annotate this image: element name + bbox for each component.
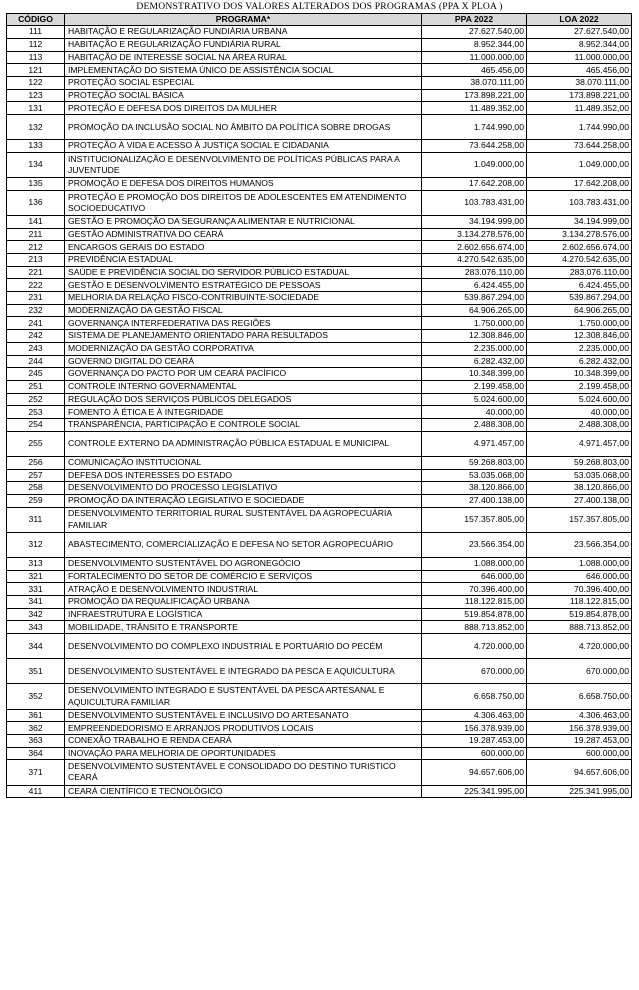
program-cell: MODERNIZAÇÃO DA GESTÃO CORPORATIVA xyxy=(65,342,422,355)
code-cell: 213 xyxy=(7,254,65,267)
loa-cell: 11.489.352,00 xyxy=(527,102,632,115)
table-row xyxy=(7,38,632,51)
code-cell: 363 xyxy=(7,735,65,748)
loa-cell: 118.122.815,00 xyxy=(527,596,632,609)
code-cell: 255 xyxy=(7,431,65,456)
loa-cell: 519.854.878,00 xyxy=(527,608,632,621)
table-row xyxy=(7,241,632,254)
ppa-cell: 4.971.457,00 xyxy=(422,431,527,456)
table-row xyxy=(7,431,632,456)
program-cell: DESENVOLVIMENTO SUSTENTÁVEL E INCLUSIVO DO ARTESANATO xyxy=(65,709,422,722)
ppa-cell: 1.744.990,00 xyxy=(422,115,527,140)
ppa-cell: 8.952.344,00 xyxy=(422,38,527,51)
code-cell: 342 xyxy=(7,608,65,621)
ppa-cell: 600.000,00 xyxy=(422,747,527,760)
table-row xyxy=(7,456,632,469)
loa-cell: 5.024.600,00 xyxy=(527,393,632,406)
program-cell: ENCARGOS GERAIS DO ESTADO xyxy=(65,241,422,254)
loa-cell: 4.270.542.635,00 xyxy=(527,254,632,267)
program-cell: DESENVOLVIMENTO TERRITORIAL RURAL SUSTENTÁVEL DA AGROPECUÁRIA FAMILIAR xyxy=(65,507,422,532)
table-row xyxy=(7,406,632,419)
loa-cell: 1.088.000,00 xyxy=(527,557,632,570)
program-cell: PROTEÇÃO À VIDA E ACESSO À JUSTIÇA SOCIAL E CIDADANIA xyxy=(65,140,422,153)
loa-cell: 646.000,00 xyxy=(527,570,632,583)
ppa-cell: 225.341.995,00 xyxy=(422,785,527,798)
table-row xyxy=(7,684,632,709)
ppa-cell: 4.306.463,00 xyxy=(422,709,527,722)
program-cell: PROMOÇÃO E DEFESA DOS DIREITOS HUMANOS xyxy=(65,178,422,191)
loa-cell: 8.952.344,00 xyxy=(527,38,632,51)
ppa-cell: 5.024.600,00 xyxy=(422,393,527,406)
table-row xyxy=(7,355,632,368)
code-cell: 352 xyxy=(7,684,65,709)
loa-cell: 19.287.453,00 xyxy=(527,735,632,748)
table-row xyxy=(7,368,632,381)
ppa-cell: 646.000,00 xyxy=(422,570,527,583)
code-cell: 254 xyxy=(7,418,65,431)
ppa-cell: 40.000,00 xyxy=(422,406,527,419)
loa-cell: 94.657.606,00 xyxy=(527,760,632,785)
code-cell: 312 xyxy=(7,532,65,557)
table-row xyxy=(7,532,632,557)
program-cell: DESENVOLVIMENTO INTEGRADO E SUSTENTÁVEL DA PESCA ARTESANAL E AQUICULTURA FAMILIAR xyxy=(65,684,422,709)
code-cell: 221 xyxy=(7,266,65,279)
loa-cell: 38.070.111,00 xyxy=(527,76,632,89)
program-cell: GESTÃO ADMINISTRATIVA DO CEARÁ xyxy=(65,228,422,241)
loa-cell: 27.627.540,00 xyxy=(527,26,632,39)
ppa-cell: 4.720.000,00 xyxy=(422,634,527,659)
loa-cell: 3.134.278.576,00 xyxy=(527,228,632,241)
loa-cell: 4.971.457,00 xyxy=(527,431,632,456)
loa-cell: 2.602.656.674,00 xyxy=(527,241,632,254)
loa-cell: 34.194.999,00 xyxy=(527,215,632,228)
ppa-cell: 103.783.431,00 xyxy=(422,190,527,215)
table-row xyxy=(7,228,632,241)
table-row xyxy=(7,747,632,760)
code-cell: 344 xyxy=(7,634,65,659)
code-cell: 251 xyxy=(7,380,65,393)
program-cell: INOVAÇÃO PARA MELHORIA DE OPORTUNIDADES xyxy=(65,747,422,760)
ppa-cell: 118.122.815,00 xyxy=(422,596,527,609)
table-row xyxy=(7,722,632,735)
loa-cell: 1.744.990,00 xyxy=(527,115,632,140)
table-row xyxy=(7,330,632,343)
ppa-cell: 670.000,00 xyxy=(422,659,527,684)
code-cell: 132 xyxy=(7,115,65,140)
ppa-cell: 17.642.208,00 xyxy=(422,178,527,191)
program-cell: GOVERNANÇA DO PACTO POR UM CEARÁ PACÍFICO xyxy=(65,368,422,381)
code-cell: 258 xyxy=(7,482,65,495)
program-cell: INFRAESTRUTURA E LOGÍSTICA xyxy=(65,608,422,621)
code-cell: 351 xyxy=(7,659,65,684)
ppa-cell: 1.088.000,00 xyxy=(422,557,527,570)
loa-cell: 600.000,00 xyxy=(527,747,632,760)
program-cell: TRANSPARÊNCIA, PARTICIPAÇÃO E CONTROLE SOCIAL xyxy=(65,418,422,431)
loa-cell: 539.867.294,00 xyxy=(527,292,632,305)
table-row xyxy=(7,115,632,140)
ppa-cell: 6.282.432,00 xyxy=(422,355,527,368)
ppa-cell: 173.898.221,00 xyxy=(422,89,527,102)
table-row xyxy=(7,393,632,406)
loa-cell: 225.341.995,00 xyxy=(527,785,632,798)
ppa-cell: 70.396.400,00 xyxy=(422,583,527,596)
table-row xyxy=(7,583,632,596)
programs-table xyxy=(6,13,632,798)
table-row xyxy=(7,292,632,305)
loa-cell: 23.566.354,00 xyxy=(527,532,632,557)
program-cell: MELHORIA DA RELAÇÃO FISCO-CONTRIBUINTE-SOCIEDADE xyxy=(65,292,422,305)
program-cell: DESENVOLVIMENTO SUSTENTÁVEL DO AGRONEGÓCIO xyxy=(65,557,422,570)
program-cell: CONTROLE INTERNO GOVERNAMENTAL xyxy=(65,380,422,393)
loa-cell: 465.456,00 xyxy=(527,64,632,77)
code-cell: 232 xyxy=(7,304,65,317)
loa-cell: 12.308.846,00 xyxy=(527,330,632,343)
ppa-cell: 64.906.265,00 xyxy=(422,304,527,317)
program-cell: FOMENTO À ÉTICA E À INTEGRIDADE xyxy=(65,406,422,419)
loa-cell: 53.035.068,00 xyxy=(527,469,632,482)
loa-cell: 670.000,00 xyxy=(527,659,632,684)
loa-cell: 4.720.000,00 xyxy=(527,634,632,659)
code-cell: 136 xyxy=(7,190,65,215)
code-cell: 123 xyxy=(7,89,65,102)
loa-cell: 6.282.432,00 xyxy=(527,355,632,368)
table-row xyxy=(7,178,632,191)
program-cell: CONTROLE EXTERNO DA ADMINISTRAÇÃO PÚBLICA ESTADUAL E MUNICIPAL xyxy=(65,431,422,456)
loa-cell: 40.000,00 xyxy=(527,406,632,419)
table-row xyxy=(7,190,632,215)
loa-cell: 2.235.000,00 xyxy=(527,342,632,355)
code-cell: 259 xyxy=(7,494,65,507)
program-cell: EMPREENDEDORISMO E ARRANJOS PRODUTIVOS LOCAIS xyxy=(65,722,422,735)
table-row xyxy=(7,266,632,279)
program-cell: REGULAÇÃO DOS SERVIÇOS PÚBLICOS DELEGADOS xyxy=(65,393,422,406)
program-cell: PROMOÇÃO DA INCLUSÃO SOCIAL NO ÂMBITO DA POLÍTICA SOBRE DROGAS xyxy=(65,115,422,140)
ppa-cell: 38.120.866,00 xyxy=(422,482,527,495)
program-cell: GESTÃO E PROMOÇÃO DA SEGURANÇA ALIMENTAR E NUTRICIONAL xyxy=(65,215,422,228)
table-row xyxy=(7,709,632,722)
loa-cell: 6.424.455,00 xyxy=(527,279,632,292)
table-row xyxy=(7,26,632,39)
program-cell: CEARÁ CIENTÍFICO E TECNOLÓGICO xyxy=(65,785,422,798)
loa-cell: 888.713.852,00 xyxy=(527,621,632,634)
loa-cell: 2.488.308,00 xyxy=(527,418,632,431)
loa-cell: 2.199.458,00 xyxy=(527,380,632,393)
program-cell: DESENVOLVIMENTO SUSTENTÁVEL E CONSOLIDADO DO DESTINO TURISTICO CEARÁ xyxy=(65,760,422,785)
ppa-cell: 11.000.000,00 xyxy=(422,51,527,64)
ppa-cell: 10.348.399,00 xyxy=(422,368,527,381)
code-cell: 362 xyxy=(7,722,65,735)
code-cell: 141 xyxy=(7,215,65,228)
header-loa: LOA 2022 xyxy=(527,14,632,26)
table-row xyxy=(7,785,632,798)
table-row xyxy=(7,469,632,482)
ppa-cell: 283.076.110,00 xyxy=(422,266,527,279)
program-cell: SAÚDE E PREVIDÊNCIA SOCIAL DO SERVIDOR PÚBLICO ESTADUAL xyxy=(65,266,422,279)
program-cell: HABITAÇÃO E REGULARIZAÇÃO FUNDIÁRIA RURAL xyxy=(65,38,422,51)
header-ppa: PPA 2022 xyxy=(422,14,527,26)
table-row xyxy=(7,557,632,570)
code-cell: 313 xyxy=(7,557,65,570)
ppa-cell: 2.602.656.674,00 xyxy=(422,241,527,254)
loa-cell: 103.783.431,00 xyxy=(527,190,632,215)
ppa-cell: 11.489.352,00 xyxy=(422,102,527,115)
code-cell: 243 xyxy=(7,342,65,355)
ppa-cell: 1.750.000,00 xyxy=(422,317,527,330)
table-row xyxy=(7,570,632,583)
code-cell: 111 xyxy=(7,26,65,39)
ppa-cell: 3.134.278.576,00 xyxy=(422,228,527,241)
code-cell: 364 xyxy=(7,747,65,760)
table-row xyxy=(7,507,632,532)
ppa-cell: 34.194.999,00 xyxy=(422,215,527,228)
table-row xyxy=(7,279,632,292)
ppa-cell: 539.867.294,00 xyxy=(422,292,527,305)
code-cell: 212 xyxy=(7,241,65,254)
loa-cell: 173.898.221,00 xyxy=(527,89,632,102)
table-row xyxy=(7,76,632,89)
table-header-row xyxy=(7,14,632,26)
loa-cell: 6.658.750,00 xyxy=(527,684,632,709)
program-cell: DEFESA DOS INTERESSES DO ESTADO xyxy=(65,469,422,482)
ppa-cell: 94.657.606,00 xyxy=(422,760,527,785)
ppa-cell: 27.400.138,00 xyxy=(422,494,527,507)
program-cell: MOBILIDADE, TRÂNSITO E TRANSPORTE xyxy=(65,621,422,634)
ppa-cell: 4.270.542.635,00 xyxy=(422,254,527,267)
table-row xyxy=(7,215,632,228)
table-row xyxy=(7,482,632,495)
header-program: PROGRAMA* xyxy=(65,14,422,26)
program-cell: DESENVOLVIMENTO DO PROCESSO LEGISLATIVO xyxy=(65,482,422,495)
loa-cell: 4.306.463,00 xyxy=(527,709,632,722)
ppa-cell: 519.854.878,00 xyxy=(422,608,527,621)
table-row xyxy=(7,634,632,659)
loa-cell: 1.049.000,00 xyxy=(527,152,632,177)
loa-cell: 283.076.110,00 xyxy=(527,266,632,279)
loa-cell: 64.906.265,00 xyxy=(527,304,632,317)
code-cell: 242 xyxy=(7,330,65,343)
table-row xyxy=(7,760,632,785)
program-cell: CONEXÃO TRABALHO E RENDA CEARÁ xyxy=(65,735,422,748)
table-row xyxy=(7,317,632,330)
ppa-cell: 38.070.111,00 xyxy=(422,76,527,89)
ppa-cell: 2.488.308,00 xyxy=(422,418,527,431)
loa-cell: 11.000.000,00 xyxy=(527,51,632,64)
code-cell: 331 xyxy=(7,583,65,596)
program-cell: FORTALECIMENTO DO SETOR DE COMÉRCIO E SERVIÇOS xyxy=(65,570,422,583)
program-cell: DESENVOLVIMENTO DO COMPLEXO INDUSTRIAL E PORTUÁRIO DO PECÉM xyxy=(65,634,422,659)
program-cell: INSTITUCIONALIZAÇÃO E DESENVOLVIMENTO DE POLÍTICAS PÚBLICAS PARA A JUVENTUDE xyxy=(65,152,422,177)
code-cell: 252 xyxy=(7,393,65,406)
code-cell: 343 xyxy=(7,621,65,634)
code-cell: 231 xyxy=(7,292,65,305)
loa-cell: 73.644.258,00 xyxy=(527,140,632,153)
document-title: DEMONSTRATIVO DOS VALORES ALTERADOS DOS PROGRAMAS (PPA X PLOA ) xyxy=(136,1,503,12)
ppa-cell: 888.713.852,00 xyxy=(422,621,527,634)
code-cell: 256 xyxy=(7,456,65,469)
code-cell: 121 xyxy=(7,64,65,77)
table-row xyxy=(7,51,632,64)
code-cell: 134 xyxy=(7,152,65,177)
program-cell: GESTÃO E DESENVOLVIMENTO ESTRATÉGICO DE PESSOAS xyxy=(65,279,422,292)
ppa-cell: 157.357.805,00 xyxy=(422,507,527,532)
table-row xyxy=(7,152,632,177)
code-cell: 245 xyxy=(7,368,65,381)
ppa-cell: 156.378.939,00 xyxy=(422,722,527,735)
loa-cell: 1.750.000,00 xyxy=(527,317,632,330)
code-cell: 122 xyxy=(7,76,65,89)
loa-cell: 27.400.138,00 xyxy=(527,494,632,507)
code-cell: 341 xyxy=(7,596,65,609)
loa-cell: 38.120.866,00 xyxy=(527,482,632,495)
table-row xyxy=(7,64,632,77)
loa-cell: 157.357.805,00 xyxy=(527,507,632,532)
program-cell: SISTEMA DE PLANEJAMENTO ORIENTADO PARA RESULTADOS xyxy=(65,330,422,343)
code-cell: 371 xyxy=(7,760,65,785)
code-cell: 253 xyxy=(7,406,65,419)
program-cell: PROTEÇÃO SOCIAL BÁSICA xyxy=(65,89,422,102)
loa-cell: 70.396.400,00 xyxy=(527,583,632,596)
program-cell: GOVERNO DIGITAL DO CEARÁ xyxy=(65,355,422,368)
program-cell: GOVERNANÇA INTERFEDERATIVA DAS REGIÕES xyxy=(65,317,422,330)
code-cell: 411 xyxy=(7,785,65,798)
table-row xyxy=(7,494,632,507)
table-row xyxy=(7,342,632,355)
loa-cell: 156.378.939,00 xyxy=(527,722,632,735)
program-cell: PREVIDÊNCIA ESTADUAL xyxy=(65,254,422,267)
program-cell: PROMOÇÃO DA INTERAÇÃO LEGISLATIVO E SOCIEDADE xyxy=(65,494,422,507)
table-row xyxy=(7,621,632,634)
code-cell: 135 xyxy=(7,178,65,191)
program-cell: ATRAÇÃO E DESENVOLVIMENTO INDUSTRIAL xyxy=(65,583,422,596)
header-code: CÓDIGO xyxy=(7,14,65,26)
table-body xyxy=(7,26,632,798)
table-row xyxy=(7,418,632,431)
code-cell: 241 xyxy=(7,317,65,330)
ppa-cell: 1.049.000,00 xyxy=(422,152,527,177)
ppa-cell: 19.287.453,00 xyxy=(422,735,527,748)
table-row xyxy=(7,380,632,393)
code-cell: 257 xyxy=(7,469,65,482)
loa-cell: 17.642.208,00 xyxy=(527,178,632,191)
ppa-cell: 2.235.000,00 xyxy=(422,342,527,355)
code-cell: 311 xyxy=(7,507,65,532)
code-cell: 131 xyxy=(7,102,65,115)
program-cell: HABITAÇÃO DE INTERESSE SOCIAL NA ÁREA RURAL xyxy=(65,51,422,64)
program-cell: PROTEÇÃO E PROMOÇÃO DOS DIREITOS DE ADOLESCENTES EM ATENDIMENTO SOCIOEDUCATIVO xyxy=(65,190,422,215)
table-row xyxy=(7,89,632,102)
program-cell: IMPLEMENTAÇÃO DO SISTEMA ÚNICO DE ASSISTÊNCIA SOCIAL xyxy=(65,64,422,77)
ppa-cell: 2.199.458,00 xyxy=(422,380,527,393)
ppa-cell: 59.268.803,00 xyxy=(422,456,527,469)
program-cell: COMUNICAÇÃO INSTITUCIONAL xyxy=(65,456,422,469)
program-cell: PROMOÇÃO DA REQUALIFICAÇÃO URBANA xyxy=(65,596,422,609)
ppa-cell: 53.035.068,00 xyxy=(422,469,527,482)
code-cell: 222 xyxy=(7,279,65,292)
program-cell: MODERNIZAÇÃO DA GESTÃO FISCAL xyxy=(65,304,422,317)
ppa-cell: 73.644.258,00 xyxy=(422,140,527,153)
ppa-cell: 465.456,00 xyxy=(422,64,527,77)
table-row xyxy=(7,304,632,317)
program-cell: DESENVOLVIMENTO SUSTENTÁVEL E INTEGRADO DA PESCA E AQUICULTURA xyxy=(65,659,422,684)
loa-cell: 59.268.803,00 xyxy=(527,456,632,469)
code-cell: 133 xyxy=(7,140,65,153)
code-cell: 211 xyxy=(7,228,65,241)
table-row xyxy=(7,140,632,153)
ppa-cell: 12.308.846,00 xyxy=(422,330,527,343)
loa-cell: 10.348.399,00 xyxy=(527,368,632,381)
table-row xyxy=(7,102,632,115)
ppa-cell: 6.424.455,00 xyxy=(422,279,527,292)
program-cell: HABITAÇÃO E REGULARIZAÇÃO FUNDIÁRIA URBANA xyxy=(65,26,422,39)
table-row xyxy=(7,659,632,684)
table-row xyxy=(7,608,632,621)
program-cell: PROTEÇÃO E DEFESA DOS DIREITOS DA MULHER xyxy=(65,102,422,115)
code-cell: 321 xyxy=(7,570,65,583)
ppa-cell: 27.627.540,00 xyxy=(422,26,527,39)
table-row xyxy=(7,735,632,748)
ppa-cell: 23.566.354,00 xyxy=(422,532,527,557)
table-row xyxy=(7,254,632,267)
code-cell: 113 xyxy=(7,51,65,64)
program-cell: ABASTECIMENTO, COMERCIALIZAÇÃO E DEFESA NO SETOR AGROPECUÁRIO xyxy=(65,532,422,557)
ppa-cell: 6.658.750,00 xyxy=(422,684,527,709)
code-cell: 112 xyxy=(7,38,65,51)
code-cell: 361 xyxy=(7,709,65,722)
program-cell: PROTEÇÃO SOCIAL ESPECIAL xyxy=(65,76,422,89)
code-cell: 244 xyxy=(7,355,65,368)
table-row xyxy=(7,596,632,609)
